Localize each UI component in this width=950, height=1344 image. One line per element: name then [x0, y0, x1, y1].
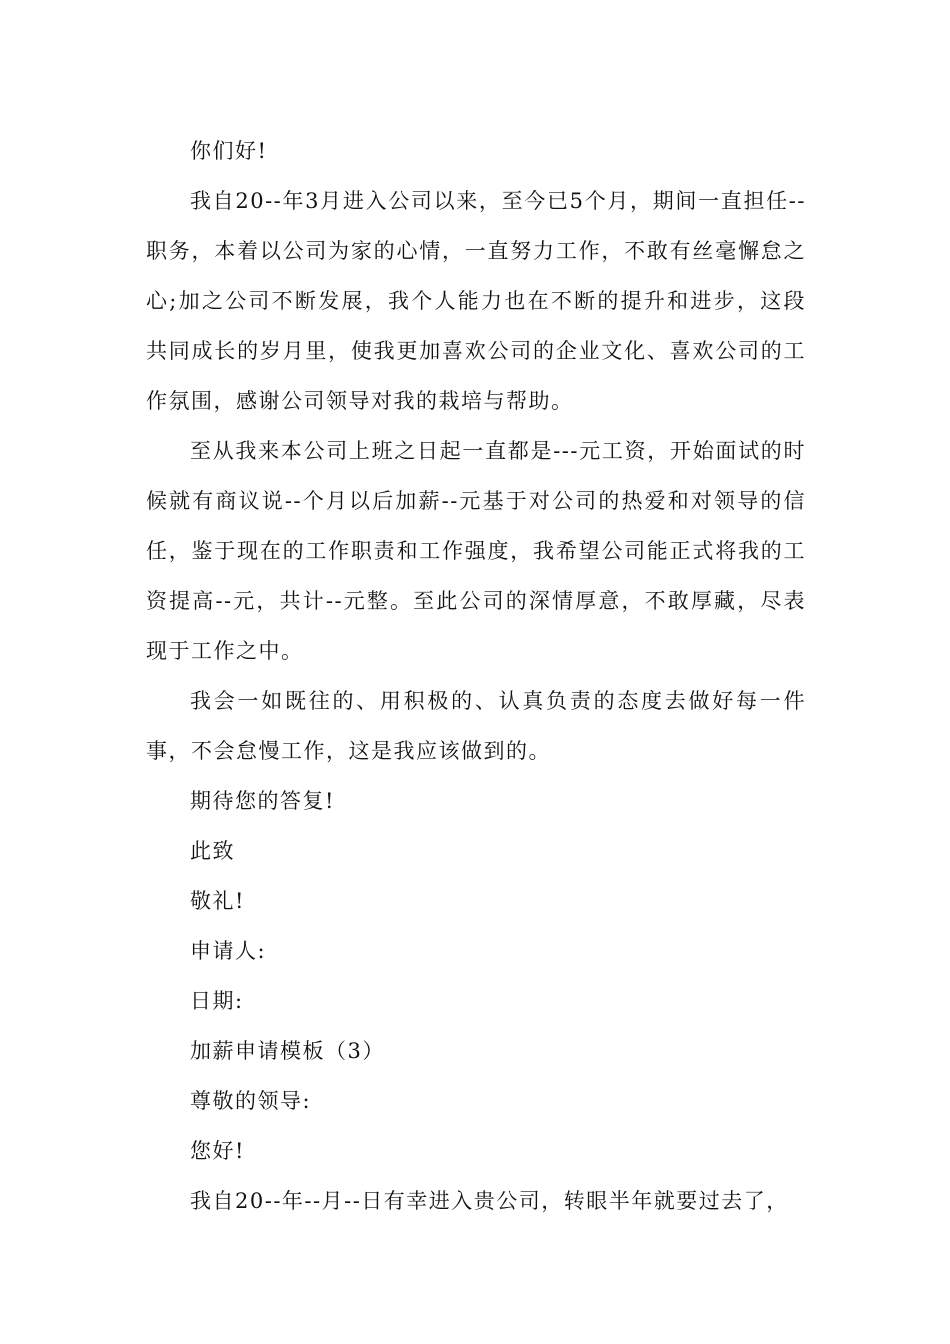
- letter-body: [146, 126, 806, 1226]
- greeting: 你们好!: [190, 139, 268, 163]
- closing-salute: 敬礼!: [190, 889, 245, 913]
- date-label: 日期:: [190, 989, 244, 1013]
- closing-expect: 期待您的答复!: [190, 789, 335, 813]
- closing-ci: 此致: [190, 839, 235, 863]
- paragraph-second-letter: 我自20--年--月--日有幸进入贵公司，转眼半年就要过去了，: [190, 1189, 789, 1213]
- paragraph-tenure: 我自20--年3月进入公司以来，至今已5个月，期间一直担任--职务，本着以公司为家的心情，一直努力工作，不敢有丝毫懈怠之心;加之公司不断发展，我个人能力也在不断的提升和进步，这段共同成长的岁月里，使我更加喜欢公司的企业文化、喜欢公司的工作氛围，感谢公司领导对我的栽培与帮助。: [146, 189, 806, 413]
- paragraph-commitment: 我会一如既往的、用积极的、认真负责的态度去做好每一件事，不会怠慢工作，这是我应该做到的。: [146, 689, 806, 763]
- applicant-label: 申请人:: [190, 939, 267, 963]
- template-title: 加薪申请模板（3）: [190, 1039, 385, 1063]
- salutation-2: 尊敬的领导:: [190, 1089, 312, 1113]
- greeting-2: 您好!: [190, 1139, 245, 1163]
- paragraph-salary-request: 至从我来本公司上班之日起一直都是---元工资，开始面试的时候就有商议说--个月以后加薪--元基于对公司的热爱和对领导的信任，鉴于现在的工作职责和工作强度，我希望公司能正式将我的工资提高--元，共计--元整。至此公司的深情厚意，不敢厚藏，尽表现于工作之中。: [146, 439, 806, 663]
